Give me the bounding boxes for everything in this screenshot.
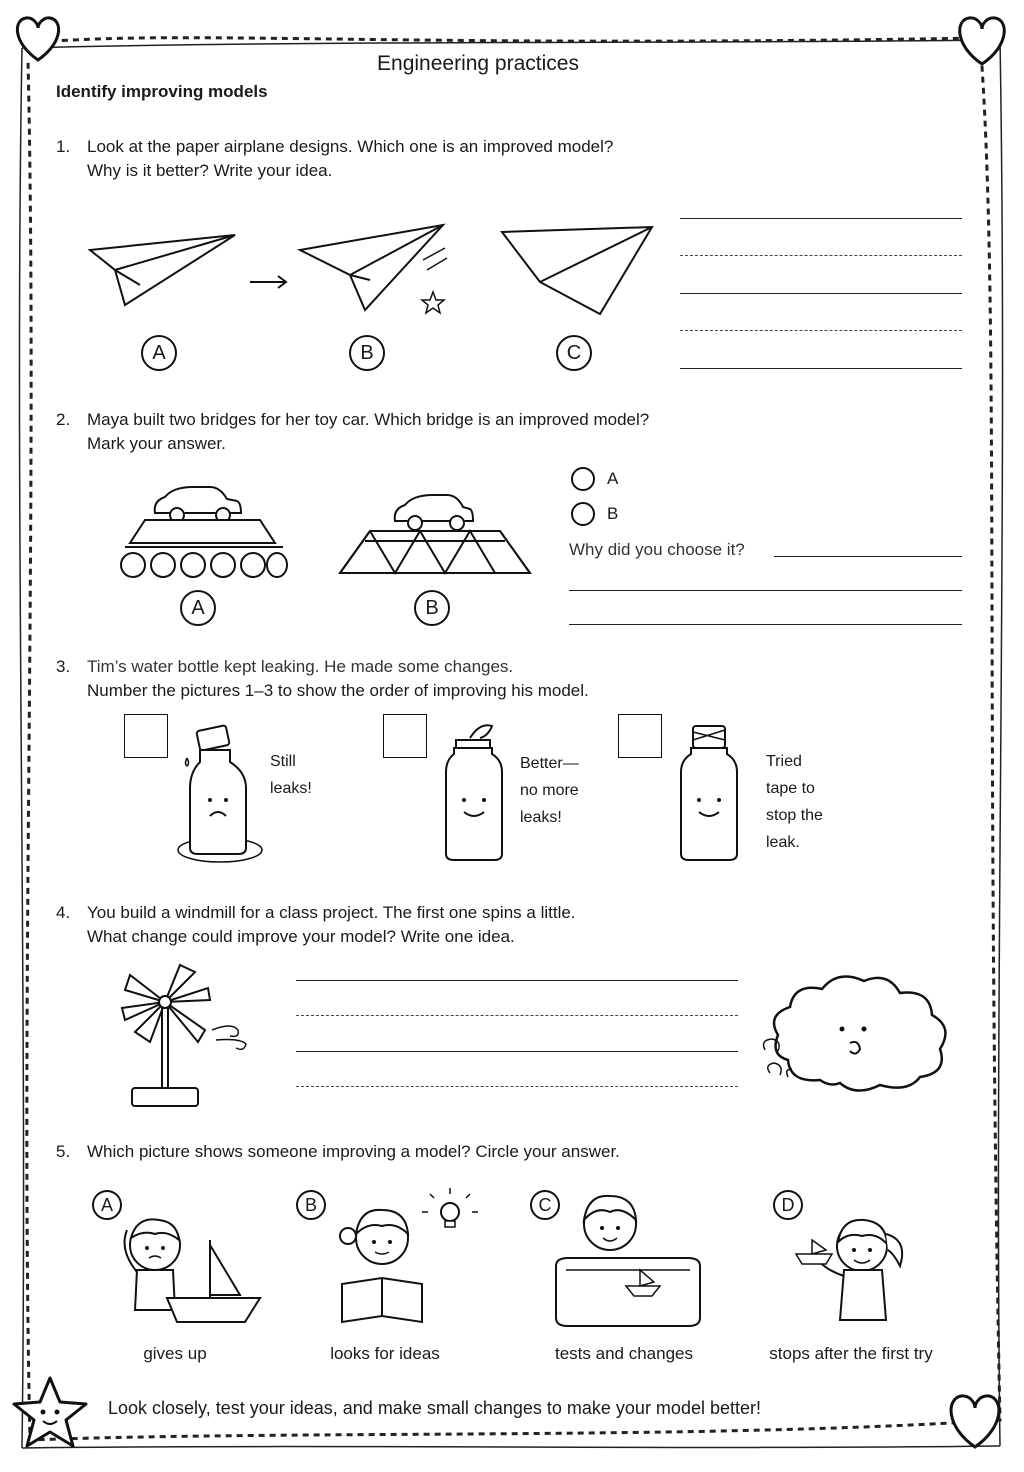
child-looks-for-ideas: [330, 1188, 480, 1328]
option-c-label[interactable]: C: [556, 335, 592, 371]
arrow-right-icon: [248, 272, 288, 292]
answer-line[interactable]: [296, 1051, 738, 1052]
question-number: 2.: [56, 410, 71, 429]
radio-label: B: [607, 504, 619, 523]
paper-airplane-a: [85, 230, 245, 310]
question-text: Why is it better? Write your idea.: [87, 161, 333, 180]
question-number: 1.: [56, 137, 71, 156]
lightbulb-icon: [422, 1188, 478, 1227]
number-box[interactable]: [124, 714, 168, 758]
fixed-bottle: [440, 720, 510, 865]
child-tests-and-changes: [548, 1188, 708, 1328]
child-stops-after-first-try: [790, 1210, 920, 1330]
answer-line[interactable]: [296, 980, 738, 981]
option-caption: looks for ideas: [330, 1344, 440, 1363]
question-number: 3.: [56, 657, 71, 676]
option-b-label[interactable]: B: [349, 335, 385, 371]
answer-line[interactable]: [569, 590, 962, 591]
child-gives-up: [115, 1210, 265, 1330]
question-text: Which picture shows someone improving a model? Circle your answer.: [87, 1142, 620, 1161]
answer-line[interactable]: [569, 624, 962, 625]
question-text: What change could improve your model? Write one idea.: [87, 927, 515, 946]
bottle-note: Tried tape to stop the leak.: [766, 753, 823, 851]
question-text: Maya built two bridges for her toy car. Which bridge is an improved model?: [87, 410, 650, 429]
heart-icon: [940, 1385, 1010, 1455]
option-caption: tests and changes: [555, 1344, 693, 1363]
answer-line[interactable]: [680, 330, 962, 331]
radio-label: A: [607, 469, 619, 488]
page-title: Engineering practices: [377, 52, 579, 75]
number-box[interactable]: [383, 714, 427, 758]
answer-line[interactable]: [680, 255, 962, 256]
question-text: Number the pictures 1–3 to show the order of improving his model.: [87, 681, 589, 700]
answer-line[interactable]: [774, 556, 962, 557]
option-b-label[interactable]: B: [296, 1190, 326, 1220]
option-a-label[interactable]: A: [92, 1190, 122, 1220]
question-2: [56, 408, 956, 458]
question-3: [56, 655, 956, 705]
bottle-note: Still leaks!: [270, 753, 312, 797]
bridge-a: [115, 485, 290, 580]
taped-bottle: [675, 720, 745, 865]
option-caption: gives up: [143, 1344, 207, 1363]
option-c-label[interactable]: C: [530, 1190, 560, 1220]
radio-option-a[interactable]: [571, 467, 595, 491]
wind-cloud-icon: [760, 965, 955, 1100]
heart-icon: [950, 8, 1014, 72]
option-b-label[interactable]: B: [414, 590, 450, 626]
footer-tip: Look closely, test your ideas, and make small changes to make your model better!: [108, 1398, 761, 1418]
number-box[interactable]: [618, 714, 662, 758]
option-d-label[interactable]: D: [773, 1190, 803, 1220]
bottle-note: Better— no more leaks!: [520, 755, 579, 826]
star-icon: [10, 1372, 90, 1452]
question-number: 5.: [56, 1142, 71, 1161]
question-text: Tim’s water bottle kept leaking. He made some changes.: [87, 657, 514, 676]
bridge-b: [335, 493, 535, 578]
answer-line[interactable]: [680, 293, 962, 294]
windmill: [120, 960, 260, 1110]
question-number: 4.: [56, 903, 71, 922]
answer-line[interactable]: [680, 218, 962, 219]
why-prompt: Why did you choose it?: [569, 540, 745, 559]
question-1: [56, 135, 956, 185]
leaking-bottle: [172, 720, 262, 865]
question-4: [56, 901, 956, 951]
question-text: You build a windmill for a class project. The first one spins a little.: [87, 903, 576, 922]
question-text: Mark your answer.: [87, 434, 226, 453]
question-5: [56, 1140, 956, 1166]
option-a-label[interactable]: A: [141, 335, 177, 371]
paper-airplane-c: [500, 222, 660, 317]
answer-line[interactable]: [680, 368, 962, 369]
answer-line[interactable]: [296, 1015, 738, 1016]
option-a-label[interactable]: A: [180, 590, 216, 626]
paper-airplane-b: [295, 220, 455, 320]
radio-option-b[interactable]: [571, 502, 595, 526]
answer-line[interactable]: [296, 1086, 738, 1087]
section-subtitle: Identify improving models: [56, 82, 268, 101]
question-text: Look at the paper airplane designs. Which one is an improved model?: [87, 137, 614, 156]
option-caption: stops after the first try: [769, 1344, 933, 1363]
